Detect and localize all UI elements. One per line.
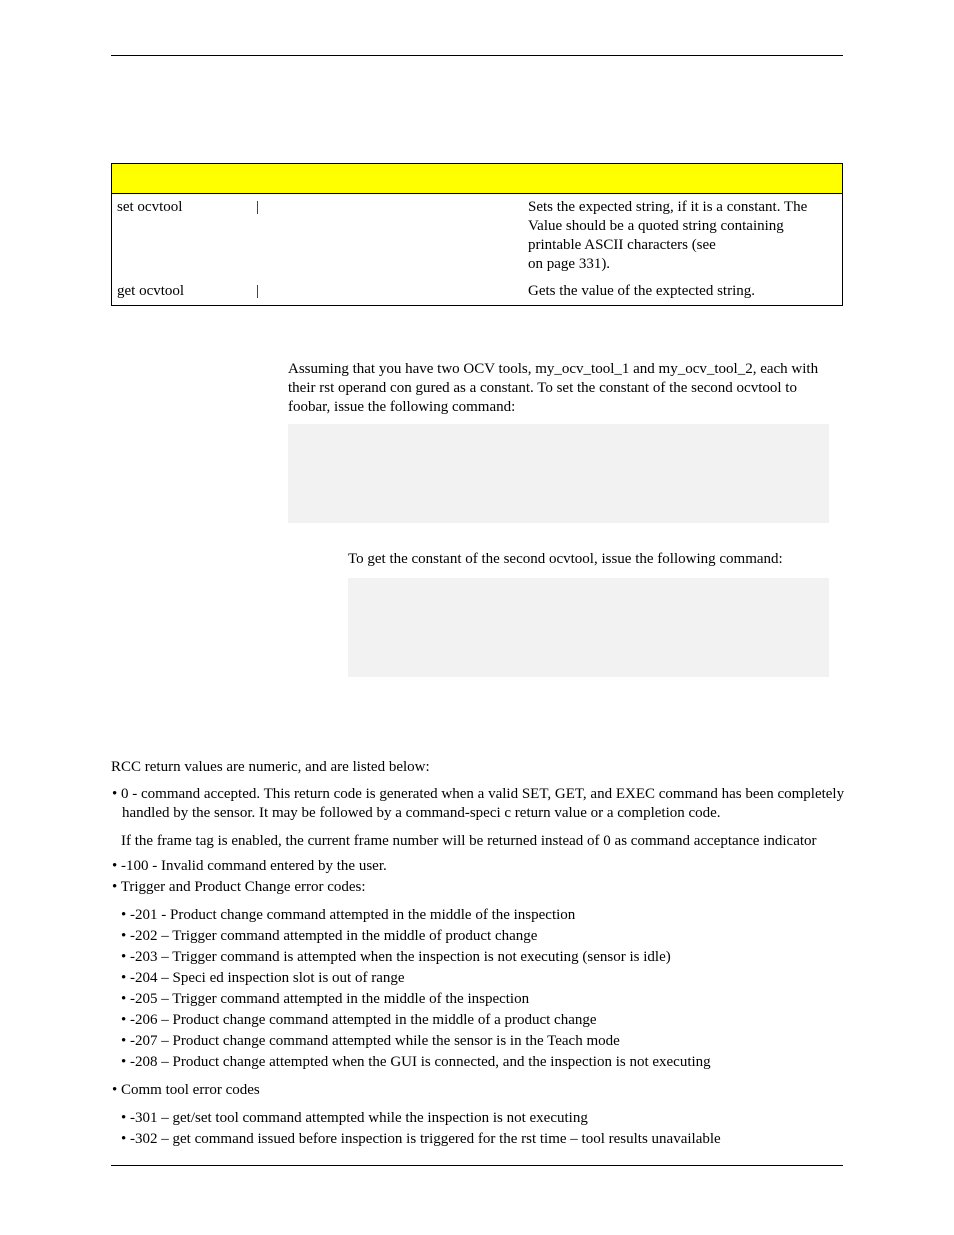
description-line: printable ASCII characters (see <box>528 237 716 253</box>
trigger-error-heading: • Trigger and Product Change error codes: <box>112 879 366 895</box>
list-item: • -202 – Trigger command attempted in the middle of product change <box>121 928 538 944</box>
paragraph-line: Assuming that you have two OCV tools, my_ocv_tool_1 and my_ocv_tool_2, each with <box>288 361 819 377</box>
paragraph-line: foobar, issue the following command: <box>288 399 516 415</box>
paragraph-line: handled by the sensor. It may be followed by a command-speci c return value or a completion code. <box>122 805 721 821</box>
paragraph-line: • 0 - command accepted. This return code is generated when a valid SET, GET, and EXEC command has been completely <box>112 786 845 802</box>
table-cell-command: set ocvtool <box>117 199 183 215</box>
list-item: • -204 – Speci ed inspection slot is out of range <box>121 970 405 986</box>
comm-error-list <box>121 1108 721 1150</box>
paragraph-line: their rst operand con gured as a constant. To set the constant of the second ocvtool to <box>288 380 797 396</box>
list-item: • -203 – Trigger command is attempted when the inspection is not executing (sensor is idle) <box>121 949 671 965</box>
set-command-code-block <box>288 424 829 523</box>
command-table <box>111 163 843 306</box>
comm-error-heading: • Comm tool error codes <box>112 1082 260 1098</box>
list-item: • -201 - Product change command attempted in the middle of the inspection <box>121 907 576 923</box>
table-header <box>112 164 842 194</box>
trigger-error-list <box>121 905 711 1073</box>
list-item: • -207 – Product change command attempted while the sensor is in the Teach mode <box>121 1033 620 1049</box>
description-line: Value should be a quoted string containing <box>528 218 784 234</box>
return-values-intro: RCC return values are numeric, and are listed below: <box>111 759 430 775</box>
table-cell-description <box>528 198 807 274</box>
frame-tag-note: If the frame tag is enabled, the current frame number will be returned instead of 0 as command acceptance indicator <box>121 833 817 849</box>
footer-rule <box>111 1165 843 1166</box>
table-cell-description: Gets the value of the exptected string. <box>528 283 756 299</box>
invalid-command-item: • -100 - Invalid command entered by the user. <box>112 858 387 874</box>
list-item: • -206 – Product change command attempted in the middle of a product change <box>121 1012 597 1028</box>
table-cell-separator: | <box>256 283 260 299</box>
header-rule <box>111 55 843 56</box>
description-line: Sets the expected string, if it is a constant. The <box>528 199 808 215</box>
list-item: • -301 – get/set tool command attempted while the inspection is not executing <box>121 1110 588 1126</box>
description-line: on page 331). <box>528 256 611 272</box>
list-item: • -302 – get command issued before inspection is triggered for the rst time – tool results unavailable <box>121 1131 721 1147</box>
table-cell-command: get ocvtool <box>117 283 185 299</box>
get-command-code-block <box>348 578 829 677</box>
list-item: • -208 – Product change attempted when the GUI is connected, and the inspection is not executing <box>121 1054 711 1070</box>
get-example-intro: To get the constant of the second ocvtool, issue the following command: <box>348 551 783 567</box>
table-cell-separator: | <box>256 199 260 215</box>
list-item: • -205 – Trigger command attempted in the middle of the inspection <box>121 991 530 1007</box>
example-intro <box>288 360 818 417</box>
accepted-code-item <box>112 785 844 823</box>
